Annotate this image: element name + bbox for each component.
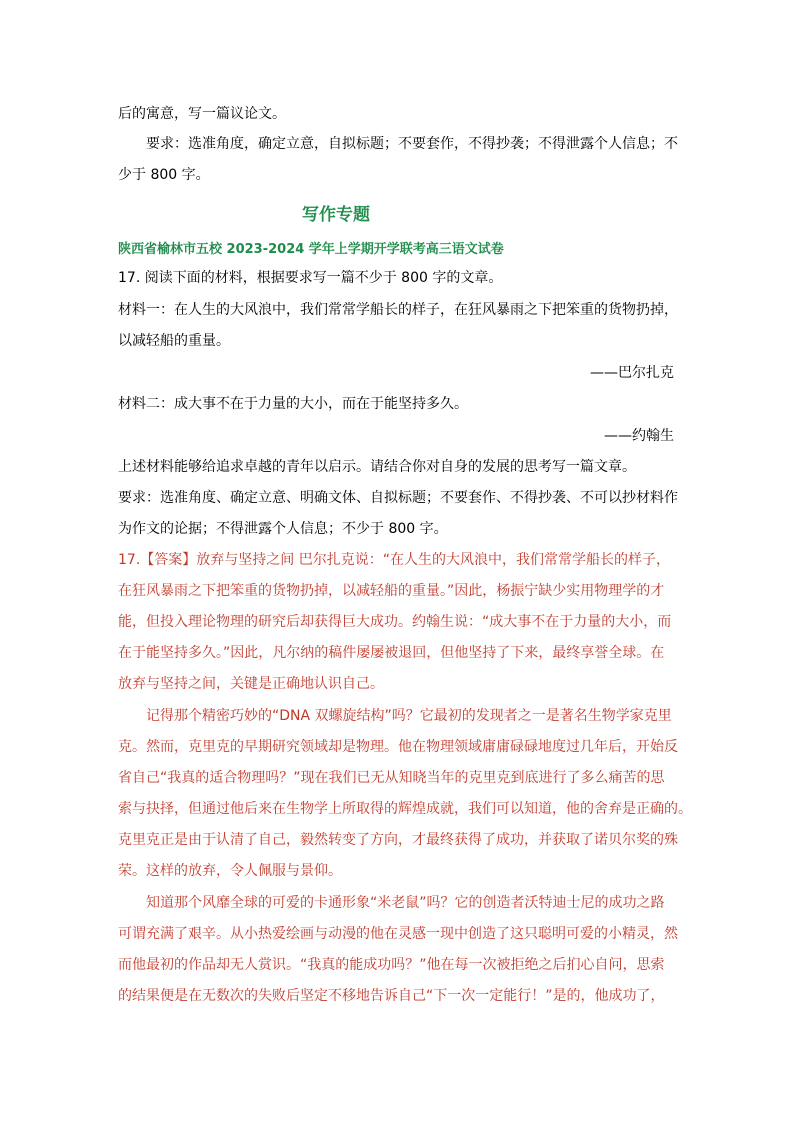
question-prompt: 上述材料能够给追求卓越的青年以启示。请结合你对自身的发展的思考写一篇文章。 [118,459,636,475]
intro-requirement-line: 要求：选准角度，确定立意，自拟标题；不要套作，不得抄袭；不得泄露个人信息；不 [146,136,678,152]
answer-line: 记得那个精密巧妙的“DNA 双螺旋结构”吗？它最初的发现者之一是著名生物学家克里 [146,708,672,724]
answer-line: 的结果便是在无数次的失败后坚定不移地告诉自己“下一次一定能行！”是的，他成功了， [118,988,665,1004]
answer-line: 索与抉择，但通过他后来在生物学上所取得的辉煌成就，我们可以知道，他的舍弃是正确的。 [118,801,692,817]
material-two-line: 材料二：成大事不在于力量的大小，而在于能坚持多久。 [118,396,468,412]
answer-line: 而他最初的作品却无人赏识。“我真的能成功吗？”他在每一次被拒绝之后扪心自问，思索 [118,957,665,973]
answer-tag: 17.【答案】 [118,552,197,568]
material-two-author: ——约翰生 [604,428,674,444]
answer-line: 在狂风暴雨之下把笨重的货物扔掉，以减轻船的重量。”因此，杨振宁缺少实用物理学的才 [118,583,665,599]
intro-line: 少于 800 字。 [118,167,210,183]
question-stem: 17. 阅读下面的材料，根据要求写一篇不少于 800 字的文章。 [118,270,503,286]
question-requirement-line: 为作文的论据；不得泄露个人信息；不少于 800 字。 [118,521,448,537]
answer-line: 可谓充满了艰辛。从小热爱绘画与动漫的他在灵感一现中创造了这只聪明可爱的小精灵，然 [118,926,678,942]
intro-line: 后的寓意，写一篇议论文。 [118,106,286,122]
answer-line: 能，但投入理论物理的研究后却获得巨大成功。约翰生说：“成大事不在于力量的大小，而 [118,614,672,630]
answer-line [118,550,678,570]
source-heading: 陕西省榆林市五校 2023-2024 学年上学期开学联考高三语文试卷 [118,242,504,257]
answer-text: 放弃与坚持之间 巴尔扎克说：“在人生的大风浪中，我们常常学船长的样子， [196,552,670,568]
material-one-line: 以减轻船的重量。 [118,333,230,349]
material-one-author: ——巴尔扎克 [590,365,674,381]
section-title: 写作专题 [302,205,370,225]
answer-line: 荣。这样的放弃，令人佩服与景仰。 [118,863,342,879]
question-requirement-line: 要求：选准角度、确定立意、明确文体、自拟标题；不要套作、不得抄袭、不可以抄材料作 [118,490,678,506]
answer-line: 在于能坚持多久。”因此，凡尔纳的稿件屡屡被退回，但他坚持了下来，最终享誉全球。在 [118,645,665,661]
answer-line: 省自己“我真的适合物理吗？”现在我们已无从知晓当年的克里克到底进行了多么痛苦的思 [118,770,665,786]
answer-line: 克。然而，克里克的早期研究领域却是物理。他在物理领域庸庸碌碌地度过几年后，开始反 [118,739,678,755]
answer-line: 放弃与坚持之间，关键是正确地认识自己。 [118,676,384,692]
answer-line: 克里克正是由于认清了自己，毅然转变了方向，才最终获得了成功，并获取了诺贝尔奖的殊 [118,832,678,848]
material-one-line: 材料一：在人生的大风浪中，我们常常学船长的样子，在狂风暴雨之下把笨重的货物扔掉， [118,302,678,318]
answer-line: 知道那个风靡全球的可爱的卡通形象“米老鼠”吗？它的创造者沃特迪士尼的成功之路 [146,895,665,911]
